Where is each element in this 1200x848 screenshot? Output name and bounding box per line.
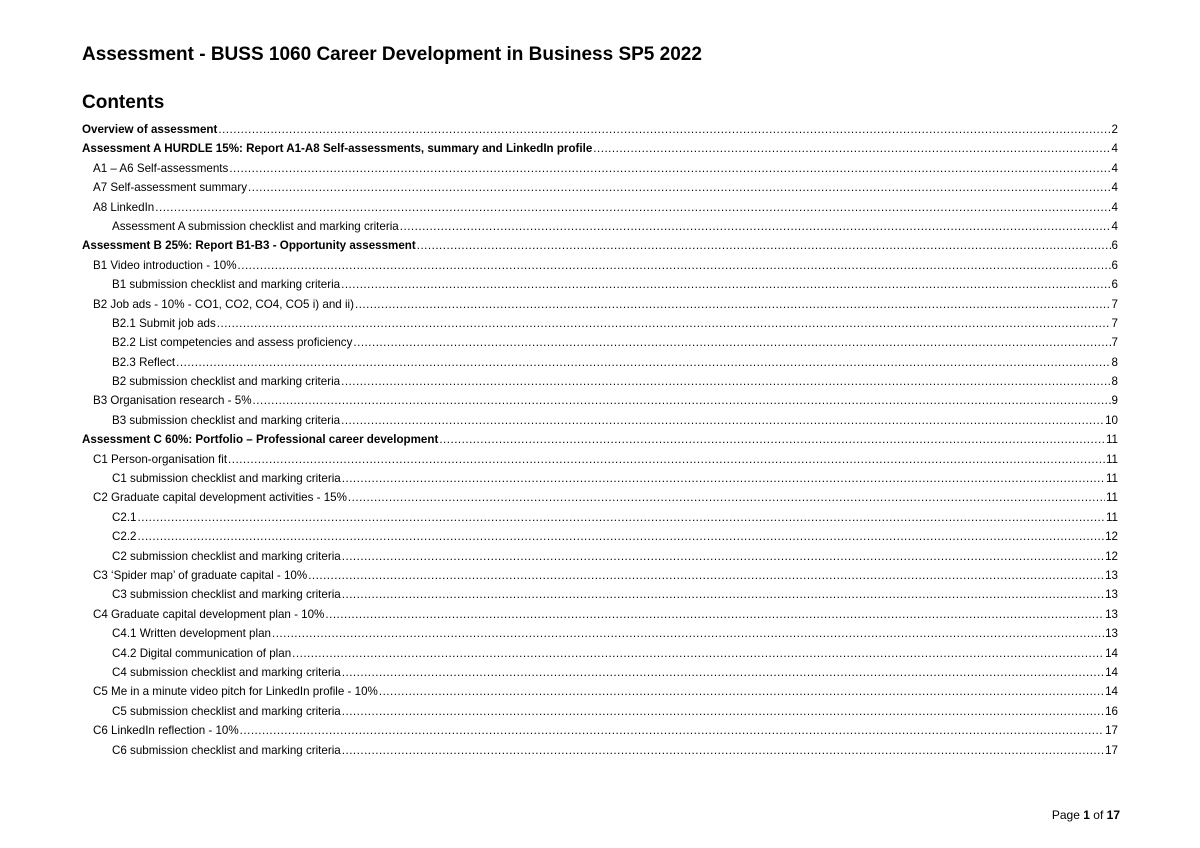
toc-dot-leader [342,547,1104,566]
toc-entry-title: B2 submission checklist and marking criteria [112,375,341,389]
toc-entry-title: B3 Organisation research - 5% [93,394,252,408]
total-pages-number: 17 [1106,808,1120,822]
toc-entry-title: C5 submission checklist and marking criteria [112,704,341,718]
toc-dot-leader [292,644,1104,663]
toc-entry[interactable] [82,663,1118,682]
toc-entry-title: A1 – A6 Self-assessments [93,161,229,175]
toc-dot-leader [417,236,1111,255]
toc-dot-leader [342,702,1104,721]
toc-entry-title: B2.2 List competencies and assess proficiency [112,336,353,350]
toc-dot-leader [348,488,1105,507]
toc-entry-page-number: 12 [1105,530,1118,544]
toc-dot-leader [341,372,1110,391]
toc-dot-leader [228,450,1105,469]
toc-entry-title: C2.2 [112,530,137,544]
toc-entry[interactable] [82,721,1118,740]
toc-entry-title: B1 submission checklist and marking criteria [112,278,341,292]
toc-entry[interactable] [82,741,1118,760]
toc-entry-page-number: 17 [1105,724,1118,738]
toc-dot-leader [155,198,1110,217]
toc-entry-page-number: 6 [1111,239,1118,253]
document-title: Assessment - BUSS 1060 Career Development in Business SP5 2022 [82,44,702,65]
toc-entry-title: B2.1 Submit job ads [112,316,216,330]
toc-entry-page-number: 6 [1111,278,1118,292]
toc-entry[interactable] [82,217,1118,236]
toc-dot-leader [238,256,1111,275]
toc-entry[interactable] [82,585,1118,604]
toc-entry[interactable] [82,353,1118,372]
toc-entry-page-number: 10 [1105,413,1118,427]
toc-entry[interactable] [82,605,1118,624]
toc-entry-page-number: 4 [1111,161,1118,175]
toc-dot-leader [355,295,1111,314]
toc-dot-leader [272,624,1104,643]
toc-entry-title: C6 LinkedIn reflection - 10% [93,724,239,738]
toc-entry-page-number: 7 [1111,316,1118,330]
toc-dot-leader [138,508,1105,527]
toc-entry-page-number: 11 [1105,510,1118,524]
toc-entry-title: C6 submission checklist and marking criteria [112,743,341,757]
toc-dot-leader [253,391,1111,410]
toc-entry[interactable] [82,644,1118,663]
toc-entry[interactable] [82,198,1118,217]
toc-entry-page-number: 12 [1105,549,1118,563]
toc-entry[interactable] [82,430,1118,449]
toc-entry-title: Assessment C 60%: Portfolio – Professional career development [82,433,439,447]
toc-entry-title: Assessment A HURDLE 15%: Report A1-A8 Self-assessments, summary and LinkedIn profile [82,142,593,156]
toc-entry-title: Assessment A submission checklist and marking criteria [112,219,399,233]
toc-dot-leader [341,411,1104,430]
toc-entry[interactable] [82,508,1118,527]
toc-entry[interactable] [82,469,1118,488]
toc-entry[interactable] [82,682,1118,701]
toc-entry-title: B2.3 Reflect [112,355,176,369]
toc-dot-leader [240,721,1104,740]
toc-dot-leader [353,333,1110,352]
toc-entry[interactable] [82,139,1118,158]
toc-entry[interactable] [82,120,1118,139]
toc-entry[interactable] [82,314,1118,333]
toc-entry-title: C5 Me in a minute video pitch for LinkedIn profile - 10% [93,685,378,699]
toc-entry-title: C3 ‘Spider map’ of graduate capital - 10% [93,568,308,582]
toc-entry-page-number: 4 [1111,181,1118,195]
toc-entry-title: Overview of assessment [82,123,218,136]
of-label: of [1093,808,1104,822]
toc-entry-title: Assessment B 25%: Report B1-B3 - Opportunity assessment [82,239,416,253]
toc-entry-title: C1 submission checklist and marking criteria [112,472,341,486]
toc-entry[interactable] [82,702,1118,721]
toc-dot-leader [248,178,1111,197]
toc-entry-page-number: 11 [1105,472,1118,486]
toc-entry-page-number: 11 [1105,491,1118,505]
toc-entry-title: C1 Person-organisation fit [93,452,228,466]
toc-dot-leader [229,159,1110,178]
toc-entry-page-number: 4 [1111,200,1118,214]
toc-entry-page-number: 8 [1111,375,1118,389]
toc-entry[interactable] [82,178,1118,197]
toc-entry[interactable] [82,333,1118,352]
toc-dot-leader [176,353,1110,372]
toc-entry-page-number: 6 [1111,258,1118,272]
table-of-contents [82,120,1118,760]
toc-entry-title: C4 submission checklist and marking criteria [112,665,341,679]
toc-entry-page-number: 4 [1111,219,1118,233]
toc-entry[interactable] [82,527,1118,546]
toc-dot-leader [342,585,1104,604]
toc-entry-page-number: 16 [1105,704,1118,718]
toc-entry-page-number: 8 [1111,355,1118,369]
toc-dot-leader [325,605,1104,624]
toc-dot-leader [217,314,1111,333]
toc-dot-leader [341,275,1110,294]
toc-entry-page-number: 7 [1111,297,1118,311]
page-number-footer [1052,808,1120,822]
page-label: Page [1051,808,1080,822]
toc-entry[interactable] [82,450,1118,469]
toc-entry[interactable] [82,391,1118,410]
toc-entry-page-number: 9 [1111,394,1118,408]
toc-entry-page-number: 7 [1111,336,1118,350]
toc-entry-page-number: 13 [1105,627,1118,641]
toc-entry-page-number: 13 [1105,568,1118,582]
toc-entry-page-number: 11 [1105,433,1118,447]
toc-entry-title: C4.2 Digital communication of plan [112,646,292,660]
toc-dot-leader [439,430,1105,449]
toc-dot-leader [342,741,1104,760]
toc-entry-title: A7 Self-assessment summary [93,181,247,195]
toc-entry-page-number: 2 [1111,123,1118,136]
toc-entry-page-number: 4 [1111,142,1118,156]
toc-entry-page-number: 13 [1105,607,1118,621]
toc-entry-title: B3 submission checklist and marking criteria [112,413,341,427]
toc-entry[interactable] [82,547,1118,566]
toc-dot-leader [400,217,1111,236]
toc-entry-page-number: 13 [1105,588,1118,602]
toc-entry-title: A8 LinkedIn [93,200,155,214]
toc-entry[interactable] [82,566,1118,585]
toc-dot-leader [342,469,1105,488]
toc-entry-page-number: 11 [1105,452,1118,466]
toc-entry-title: C4.1 Written development plan [112,627,271,641]
toc-dot-leader [218,120,1110,139]
toc-entry[interactable] [82,372,1118,391]
toc-entry[interactable] [82,295,1118,314]
toc-dot-leader [308,566,1104,585]
toc-entry[interactable] [82,256,1118,275]
toc-entry[interactable] [82,624,1118,643]
current-page-number: 1 [1083,808,1090,822]
toc-entry-title: C3 submission checklist and marking criteria [112,588,341,602]
toc-entry-page-number: 14 [1105,646,1118,660]
toc-dot-leader [138,527,1105,546]
toc-entry[interactable] [82,159,1118,178]
toc-entry-title: C2 Graduate capital development activities - 15% [93,491,347,505]
toc-entry-title: C2.1 [112,510,137,524]
toc-entry[interactable] [82,411,1118,430]
toc-entry-title: C4 Graduate capital development plan - 10% [93,607,325,621]
toc-entry-title: B2 Job ads - 10% - CO1, CO2, CO4, CO5 i) and ii) [93,297,354,311]
toc-entry[interactable] [82,275,1118,294]
toc-entry-page-number: 17 [1105,743,1118,757]
toc-entry-title: C2 submission checklist and marking criteria [112,549,341,563]
toc-entry[interactable] [82,488,1118,507]
contents-heading: Contents [82,92,165,113]
toc-entry-title: B1 Video introduction - 10% [93,258,237,272]
toc-dot-leader [593,139,1110,158]
toc-entry-page-number: 14 [1105,665,1118,679]
toc-dot-leader [379,682,1104,701]
toc-entry-page-number: 14 [1105,685,1118,699]
toc-entry[interactable] [82,236,1118,255]
toc-dot-leader [342,663,1104,682]
